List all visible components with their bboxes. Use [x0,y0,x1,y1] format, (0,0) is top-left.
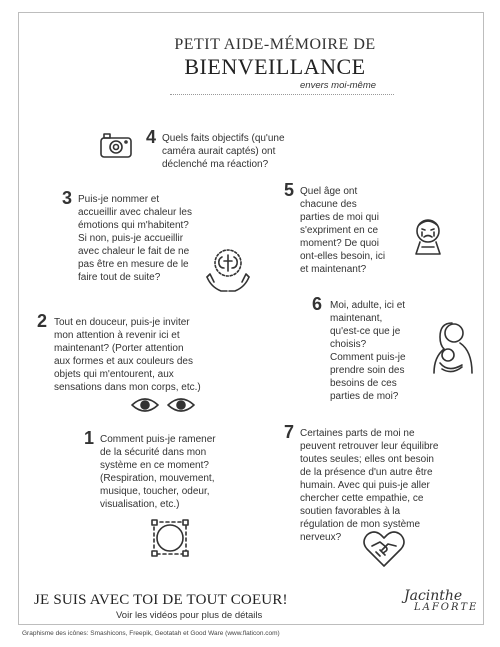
eyes-icon [130,396,196,414]
item-text-7: Certaines parts de moi ne peuvent retrouver leur équilibre toutes seules; elles ont besoin de la présence d'un autre être humain. Avec qui puis-je aller chercher cette empathie, ce soutien favorables à la régulation de mon système nerveux? [300,428,439,543]
item-text-1: Comment puis-je ramener de la sécurité dans mon système en ce moment? (Respiration, mouvement, musique, toucher, odeur, visualisation, etc.) [100,434,216,510]
item-text-4: Quels faits objectifs (qu'une caméra aurait captés) ont déclenché ma réaction? [162,133,285,170]
item-number-4: 4 [146,127,157,147]
signature-logo [404,588,484,613]
item-number-1: 1 [84,428,95,448]
item-number-3: 3 [62,188,73,208]
breathing-circle-icon [150,518,190,558]
closing-message: JE SUIS AVEC TOI DE TOUT COEUR! [34,592,288,608]
item-number-2: 2 [37,311,48,331]
item-number-5: 5 [284,180,295,200]
brain-hands-icon [204,247,252,295]
dotted-divider [170,94,394,95]
item-text-2: Tout en douceur, puis-je inviter mon attention à revenir ici et maintenant? (Porter attention aux formes et aux couleurs des objets qui m'entourent, aux sensations dans mon corps, etc.) [54,317,201,393]
heart-handshake-icon [362,528,406,568]
item-text-3: Puis-je nommer et accueillir avec chaleur les émotions qui m'habitent? Si non, puis-je accueillir avec chaleur le fait de ne pas être en mesure de le faire tout de suite? [78,194,192,283]
item-number-7: 7 [284,422,295,442]
signature-last-name: LAFORTE [414,602,479,613]
videos-note: Voir les vidéos pour plus de détails [116,610,263,621]
item-number-6: 6 [312,294,323,314]
title-line-1: PETIT AIDE-MÉMOIRE DE [174,36,376,53]
item-text-6: Moi, adulte, ici et maintenant, qu'est-ce que je choisis? Comment puis-je prendre soin des besoins de ces parties de moi? [330,300,406,402]
subtitle: envers moi-même [300,80,377,91]
mother-child-icon [430,319,476,381]
crying-child-icon [410,216,446,256]
item-text-5: Quel âge ont chacune des parties de moi qui s'expriment en ce moment? De quoi ont-elles besoin, ici et maintenant? [300,186,386,275]
camera-icon [99,131,133,159]
title-line-2: BIENVEILLANCE [184,54,366,79]
icon-credits: Graphisme des icônes: Smashicons, Freepik, Geotatah et Good Ware (www.flaticon.com) [22,630,280,637]
signature-first-name: Jacinthe [404,588,463,604]
